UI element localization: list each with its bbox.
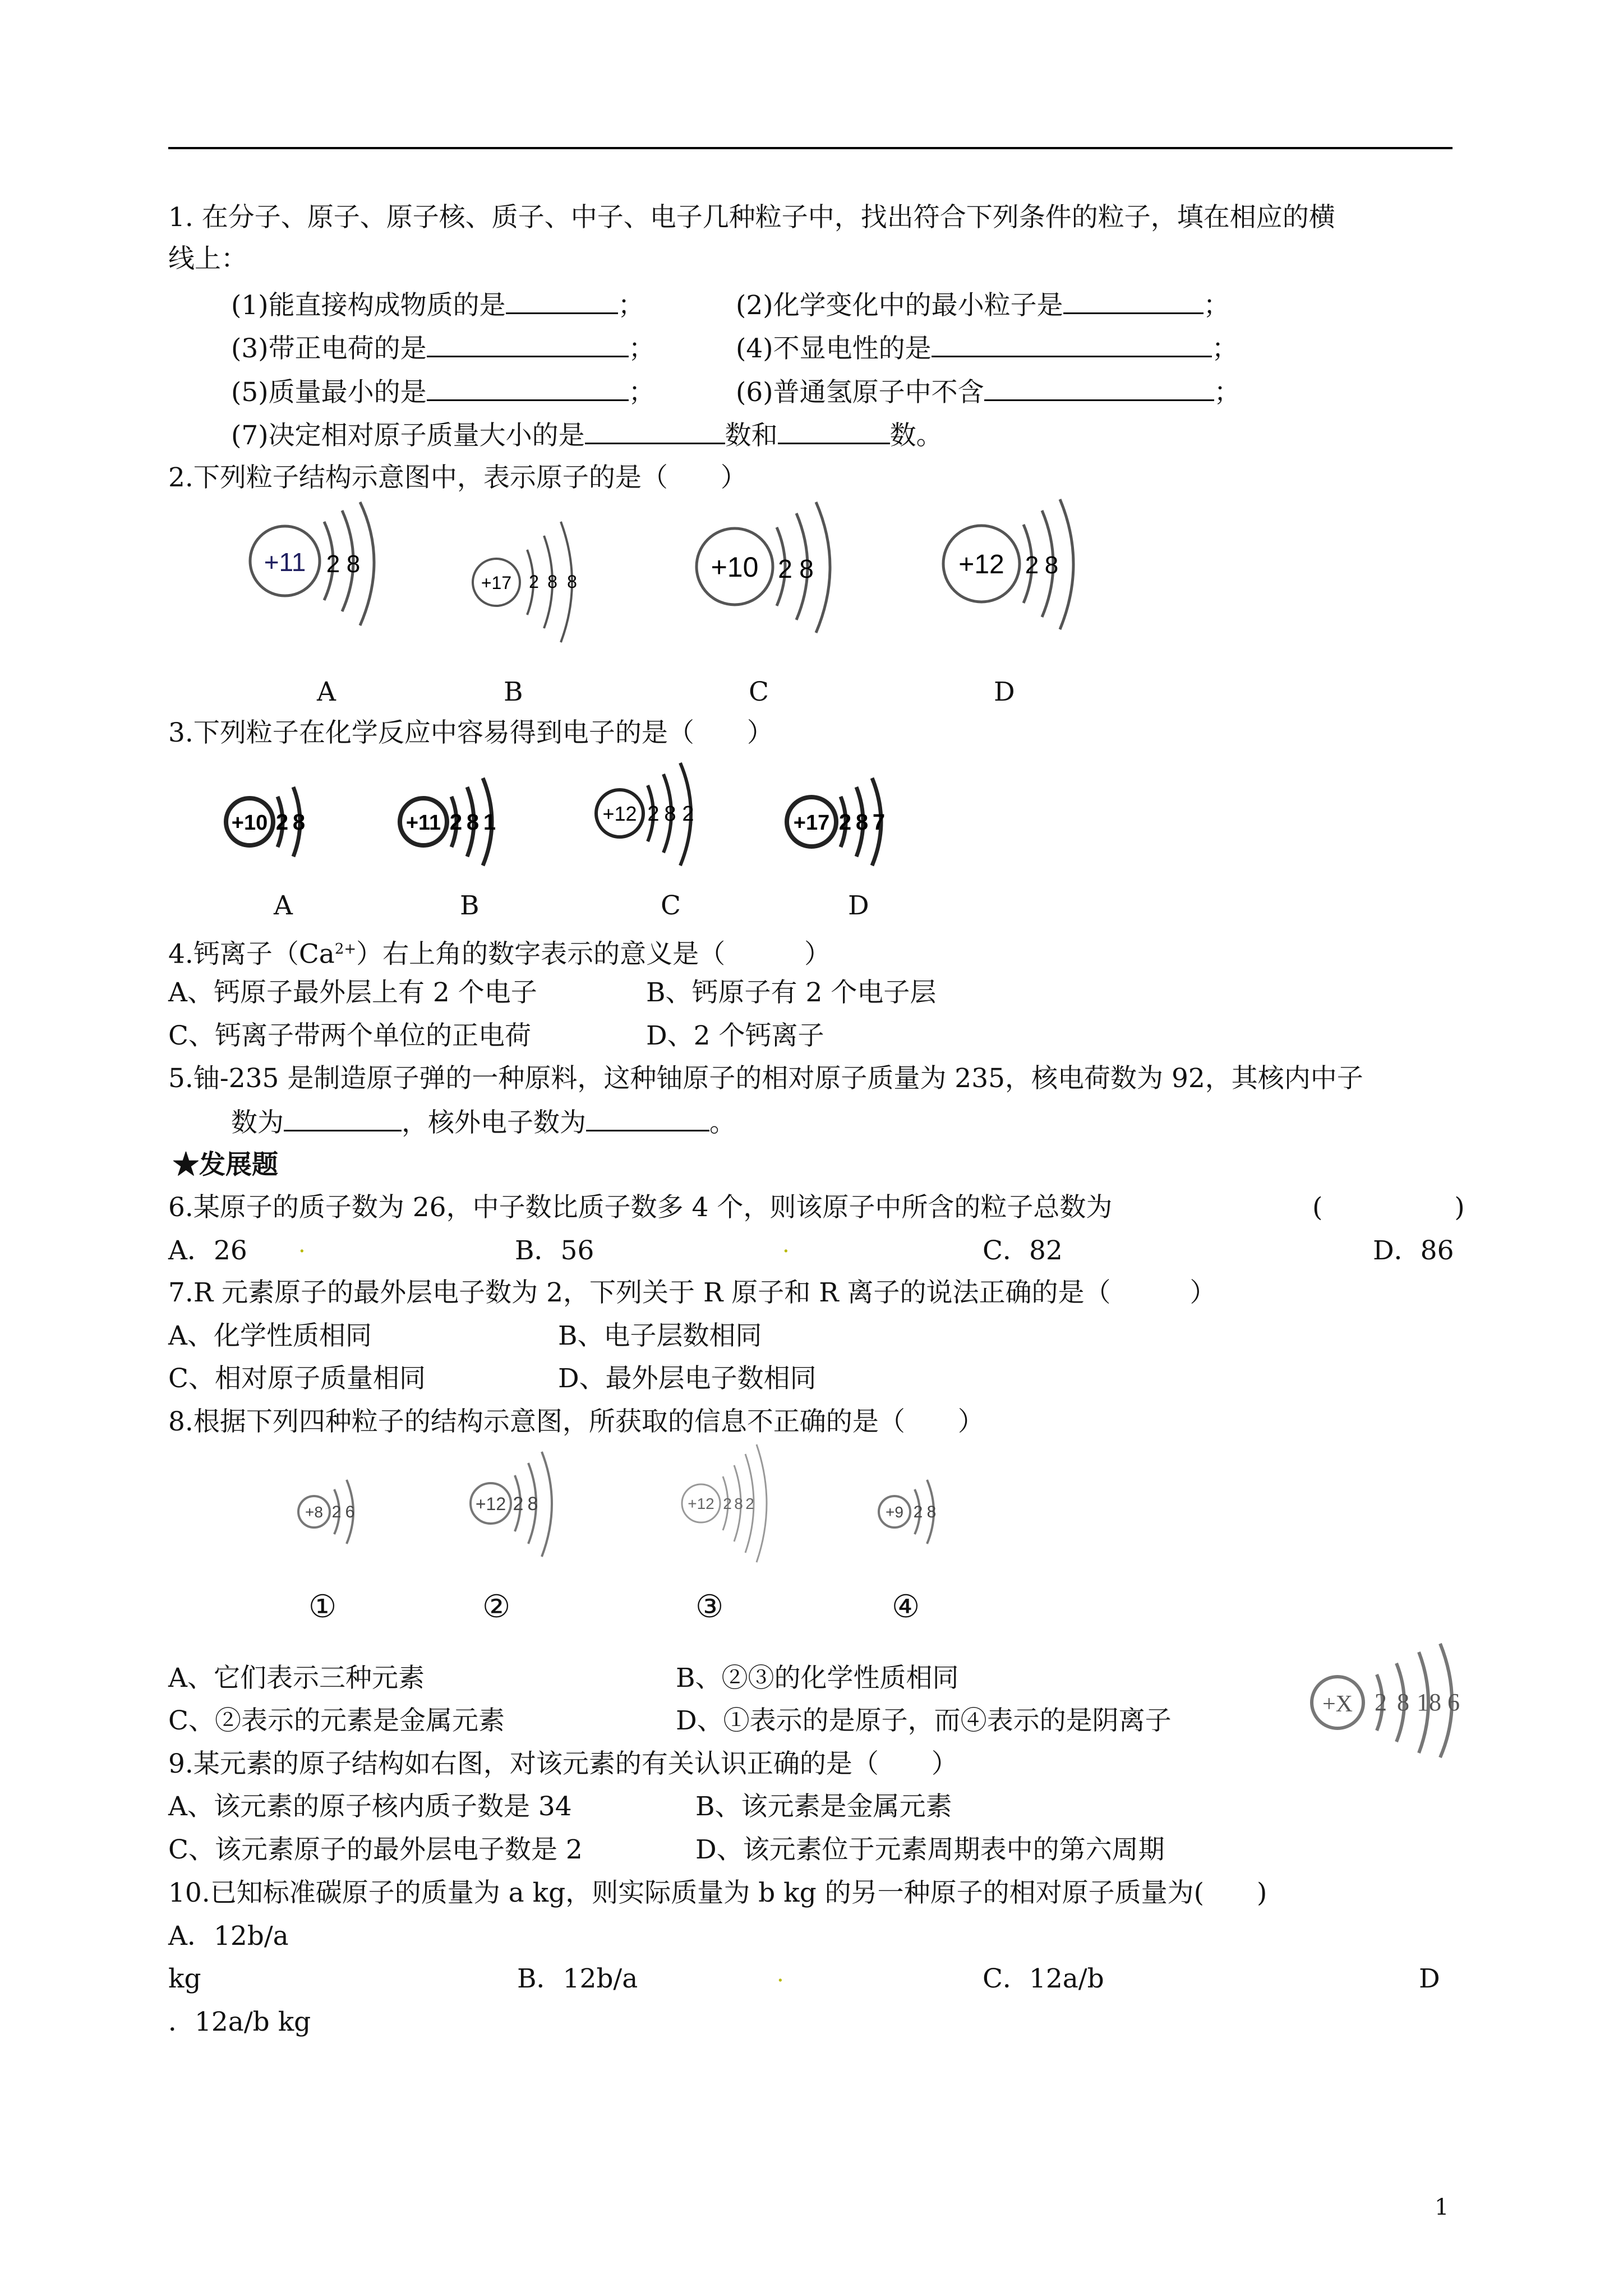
q7-option-b[interactable]: B、电子层数相同 bbox=[558, 1320, 762, 1351]
answer-blank[interactable] bbox=[1063, 288, 1204, 314]
q6-option-d[interactable]: D．86 bbox=[1373, 1235, 1454, 1266]
shell-electrons: 2 bbox=[745, 1495, 754, 1512]
shell-electrons: 8 bbox=[292, 810, 306, 835]
stem-text: ）右上角的数字表示的意义是（ ） bbox=[356, 938, 831, 970]
q9-option-d[interactable]: D、该元素位于元素周期表中的第六周期 bbox=[695, 1834, 1165, 1865]
shell-electrons: 2 bbox=[647, 802, 660, 826]
stem-text: 数为 bbox=[231, 1107, 284, 1138]
q6-option-a[interactable]: A．26 bbox=[168, 1235, 247, 1266]
q1-item-6 bbox=[736, 375, 1241, 409]
q9-stem: 9.某元素的原子结构如右图，对该元素的有关认识正确的是（ ） bbox=[168, 1749, 958, 1779]
q2-diagram-a[interactable] bbox=[241, 494, 404, 639]
nucleus-charge: +9 bbox=[886, 1503, 903, 1521]
item-text: 数。 bbox=[889, 420, 943, 451]
answer-blank[interactable] bbox=[427, 375, 629, 401]
item-number: (6) bbox=[736, 377, 773, 408]
shell-electrons: 8 bbox=[466, 810, 479, 835]
q8-option-d[interactable]: D、①表示的是原子，而④表示的是阴离子 bbox=[676, 1705, 1172, 1736]
q8-stem: 8.根据下列四种粒子的结构示意图，所获取的信息不正确的是（ ） bbox=[168, 1406, 984, 1437]
shell-electrons: 18 bbox=[1417, 1688, 1441, 1716]
shell-electrons: 2 bbox=[513, 1493, 524, 1515]
charge-superscript: 2+ bbox=[334, 941, 357, 958]
answer-blank[interactable] bbox=[585, 418, 725, 444]
q1-stem-line2: 线上： bbox=[168, 243, 247, 274]
nucleus-charge: +11 bbox=[264, 547, 306, 577]
q1-item-3 bbox=[231, 331, 655, 366]
item-text: 能直接构成物质的是 bbox=[268, 290, 506, 321]
q1-item-1 bbox=[231, 288, 644, 323]
shell-electrons: 2 bbox=[1025, 551, 1039, 579]
answer-blank[interactable] bbox=[932, 331, 1212, 357]
item-text: 不显电性的是 bbox=[773, 333, 932, 364]
item-end: ； bbox=[1214, 377, 1241, 408]
q2-diagram-d[interactable] bbox=[937, 494, 1099, 639]
q3-label-b: B bbox=[460, 890, 479, 921]
shell-electrons: 2 bbox=[682, 802, 694, 826]
nucleus-charge: +X bbox=[1322, 1691, 1353, 1717]
shell-electrons: 2 bbox=[326, 550, 340, 578]
shell-electrons: 6 bbox=[1447, 1688, 1460, 1716]
q8-option-c[interactable]: C、②表示的元素是金属元素 bbox=[168, 1705, 505, 1736]
stray-dot: . bbox=[777, 1961, 784, 1987]
item-text: 化学变化中的最小粒子是 bbox=[773, 290, 1063, 321]
item-text: 普通氢原子中不含 bbox=[773, 377, 984, 408]
shell-arc bbox=[757, 1444, 767, 1562]
nucleus-charge: +10 bbox=[231, 811, 268, 835]
item-number: (3) bbox=[231, 333, 269, 364]
q5-stem-line1: 5.铀-235 是制造原子弹的一种原料，这种铀原子的相对原子质量为 235，核电荷数为 92，其核内中子 bbox=[168, 1063, 1363, 1094]
shell-electrons: 1 bbox=[483, 810, 496, 835]
shell-arc bbox=[360, 502, 374, 625]
shell-electrons: 8 bbox=[926, 1503, 937, 1521]
q2-diagram-b[interactable] bbox=[465, 505, 611, 651]
q1-stem-line1: 1. 在分子、原子、原子核、质子、中子、电子几种粒子中，找出符合下列条件的粒子，填在相应的横 bbox=[168, 202, 1335, 233]
shell-electrons: 7 bbox=[872, 810, 886, 835]
stem-text: ，核外电子数为 bbox=[402, 1107, 586, 1138]
q9-option-b[interactable]: B、该元素是金属元素 bbox=[695, 1791, 952, 1822]
shell-electrons: 8 bbox=[547, 572, 557, 592]
shell-electrons: 2 bbox=[529, 572, 539, 592]
answer-blank[interactable] bbox=[984, 375, 1214, 401]
item-number: (2) bbox=[736, 290, 773, 321]
q2-label-d: D bbox=[994, 677, 1015, 707]
shell-electrons: 8 bbox=[855, 810, 869, 835]
q3-label-a: A bbox=[274, 890, 293, 921]
nucleus-charge: +12 bbox=[688, 1495, 714, 1512]
q1-item-4 bbox=[736, 331, 1238, 366]
q1-item-5 bbox=[231, 375, 655, 409]
shell-electrons: 8 bbox=[527, 1493, 538, 1515]
stem-text: 4.钙离子（Ca bbox=[168, 938, 335, 970]
q6-option-c[interactable]: C．82 bbox=[983, 1235, 1063, 1266]
shell-electrons: 8 bbox=[1044, 551, 1059, 579]
nucleus-charge: +10 bbox=[711, 551, 759, 583]
page-number: 1 bbox=[1435, 2194, 1449, 2220]
q3-diagram-a[interactable] bbox=[222, 766, 334, 872]
nucleus-charge: +12 bbox=[958, 550, 1004, 579]
q3-diagram-c[interactable] bbox=[592, 754, 721, 872]
q2-diagram-c[interactable] bbox=[690, 494, 852, 639]
q7-stem: 7.R 元素原子的最外层电子数为 2，下列关于 R 原子和 R 离子的说法正确的是（ ） bbox=[168, 1277, 1216, 1308]
shell-electrons: 2 bbox=[913, 1503, 923, 1521]
item-text: 质量最小的是 bbox=[268, 377, 427, 408]
q3-stem: 3.下列粒子在化学反应中容易得到电子的是（ ） bbox=[168, 717, 773, 748]
shell-arc bbox=[1060, 499, 1073, 629]
item-end: ； bbox=[628, 333, 655, 364]
shell-electrons: 6 bbox=[345, 1503, 355, 1521]
q10-option-d[interactable]: D bbox=[1419, 1963, 1440, 1994]
item-text: (7)决定相对原子质量大小的是 bbox=[231, 420, 585, 451]
q1-item-7 bbox=[231, 418, 943, 453]
answer-blank[interactable] bbox=[586, 1105, 709, 1131]
shell-electrons: 8 bbox=[664, 802, 676, 826]
nucleus-charge: +12 bbox=[602, 802, 637, 825]
shell-electrons: 2 bbox=[275, 810, 289, 835]
shell-electrons: 8 bbox=[567, 572, 577, 592]
q4-option-b[interactable]: B、钙原子有 2 个电子层 bbox=[646, 977, 937, 1008]
q8-diagram-2[interactable] bbox=[465, 1442, 566, 1565]
nucleus-charge: +8 bbox=[305, 1503, 323, 1521]
q4-option-c[interactable]: C、钙离子带两个单位的正电荷 bbox=[168, 1020, 531, 1051]
q6-stem: 6.某原子的质子数为 26，中子数比质子数多 4 个，则该原子中所含的粒子总数为 bbox=[168, 1192, 1113, 1223]
nucleus-charge: +17 bbox=[481, 573, 512, 593]
q10-option-a[interactable]: A．12b/a bbox=[168, 1921, 289, 1952]
q10-option-d-cont: ．12a/b kg bbox=[168, 2007, 311, 2037]
shell-electrons: 8 bbox=[799, 554, 814, 583]
q1-item-2 bbox=[736, 288, 1230, 323]
item-text: 带正电荷的是 bbox=[268, 333, 427, 364]
answer-blank[interactable] bbox=[427, 331, 629, 357]
q4-option-d[interactable]: D、2 个钙离子 bbox=[646, 1020, 824, 1051]
q8-label-4: ④ bbox=[892, 1589, 920, 1625]
q6-option-b[interactable]: B．56 bbox=[515, 1235, 594, 1266]
shell-arc bbox=[542, 1452, 552, 1557]
q8-diagram-3[interactable] bbox=[676, 1442, 788, 1565]
q7-option-a[interactable]: A、化学性质相同 bbox=[168, 1320, 372, 1351]
q3-label-c: C bbox=[661, 890, 681, 921]
stray-dot: . bbox=[782, 1232, 790, 1258]
stem-text: 。 bbox=[709, 1107, 736, 1138]
answer-blank[interactable] bbox=[284, 1105, 402, 1131]
shell-electrons: 8 bbox=[734, 1495, 743, 1512]
nucleus-charge: +11 bbox=[405, 811, 441, 835]
q2-label-b: B bbox=[504, 677, 523, 707]
item-end: ； bbox=[617, 290, 644, 321]
shell-electrons: 2 bbox=[778, 554, 792, 583]
q9-diagram[interactable] bbox=[1307, 1641, 1475, 1759]
answer-blank[interactable] bbox=[778, 418, 890, 444]
shell-electrons: 2 bbox=[723, 1495, 732, 1512]
q3-label-d: D bbox=[848, 890, 869, 921]
q10-option-a-unit: kg bbox=[168, 1963, 201, 1994]
q8-label-1: ① bbox=[308, 1589, 337, 1625]
answer-blank[interactable] bbox=[506, 288, 618, 314]
shell-electrons: 2 bbox=[449, 810, 463, 835]
item-end: ； bbox=[1211, 333, 1238, 364]
q6-answer-paren[interactable]: ( ) bbox=[1312, 1192, 1465, 1223]
item-end: ； bbox=[628, 377, 655, 408]
q2-label-a: A bbox=[317, 677, 336, 707]
item-number: (1) bbox=[231, 290, 269, 321]
q8-diagram-1[interactable] bbox=[292, 1458, 376, 1565]
item-number: (4) bbox=[736, 333, 773, 364]
q4-option-a[interactable]: A、钙原子最外层上有 2 个电子 bbox=[168, 977, 537, 1008]
item-end: ； bbox=[1203, 290, 1230, 321]
item-number: (5) bbox=[231, 377, 269, 408]
shell-electrons: 2 bbox=[1375, 1688, 1387, 1716]
q8-label-3: ③ bbox=[695, 1589, 724, 1625]
q4-stem bbox=[168, 932, 831, 972]
q8-option-b[interactable]: B、②③的化学性质相同 bbox=[676, 1663, 959, 1694]
q10-option-b[interactable]: B．12b/a bbox=[517, 1963, 638, 1994]
q2-label-c: C bbox=[749, 677, 769, 707]
q2-stem: 2.下列粒子结构示意图中，表示原子的是（ ） bbox=[168, 462, 747, 493]
q8-option-a[interactable]: A、它们表示三种元素 bbox=[168, 1663, 425, 1694]
header-rule bbox=[168, 147, 1453, 149]
q10-stem: 10.已知标准碳原子的质量为 a kg，则实际质量为 b kg 的另一种原子的相对原子质量为( ) bbox=[168, 1878, 1267, 1908]
q3-diagram-d[interactable] bbox=[782, 766, 911, 872]
item-text: 数和 bbox=[725, 420, 778, 451]
shell-electrons: 2 bbox=[331, 1503, 342, 1521]
q10-option-c[interactable]: C．12a/b bbox=[983, 1963, 1104, 1994]
q3-diagram-b[interactable] bbox=[395, 766, 524, 872]
shell-electrons: 8 bbox=[1397, 1688, 1409, 1716]
q8-label-2: ② bbox=[482, 1589, 511, 1625]
stray-dot: . bbox=[298, 1232, 306, 1258]
section-title: ★发展题 bbox=[173, 1149, 278, 1180]
q5-stem-line2 bbox=[231, 1105, 736, 1140]
q7-option-d[interactable]: D、最外层电子数相同 bbox=[558, 1363, 817, 1394]
q9-option-c[interactable]: C、该元素原子的最外层电子数是 2 bbox=[168, 1834, 583, 1865]
nucleus-charge: +12 bbox=[475, 1494, 506, 1514]
q7-option-c[interactable]: C、相对原子质量相同 bbox=[168, 1363, 426, 1394]
shell-electrons: 8 bbox=[346, 550, 361, 578]
q8-diagram-4[interactable] bbox=[872, 1458, 962, 1565]
nucleus-charge: +17 bbox=[793, 811, 830, 835]
shell-electrons: 2 bbox=[838, 810, 852, 835]
shell-arc bbox=[816, 502, 830, 633]
q9-option-a[interactable]: A、该元素的原子核内质子数是 34 bbox=[168, 1791, 572, 1822]
